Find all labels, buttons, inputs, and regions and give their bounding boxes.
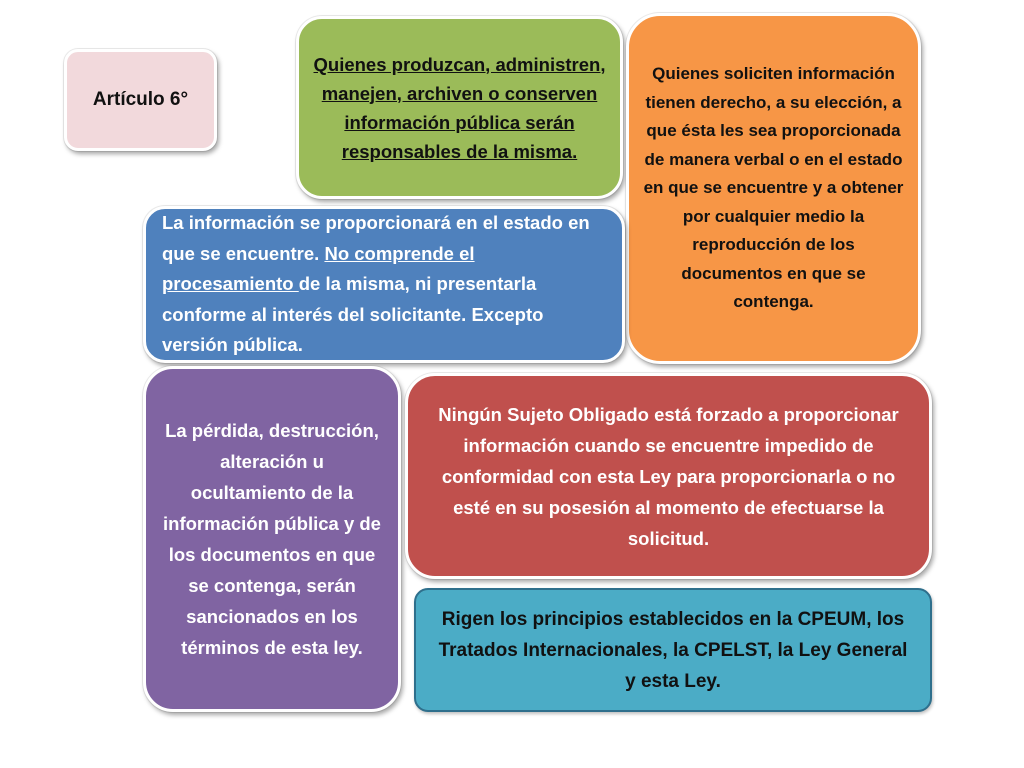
estado-informacion-text-after: de la misma, ni presentarla conforme al interés del solicitante. Excepto versión pública. [162, 273, 544, 356]
derecho-solicitantes-box [626, 13, 921, 364]
sanciones-box [143, 366, 401, 712]
principios-text: Rigen los principios establecidos en la CPEUM, los Tratados Internacionales, la CPELST, la Ley General y esta Ley. [438, 608, 908, 692]
sujeto-obligado-box [405, 373, 932, 579]
estado-informacion-box [143, 206, 625, 363]
derecho-solicitantes-text: Quienes soliciten información tienen derecho, a su elección, a que ésta les sea proporcionada de manera verbal o en el estado en que se encuentre y a obtener por cualquier medio la reproducción de los documentos en que se contenga. [643, 64, 904, 312]
responsables-box [296, 16, 623, 199]
sujeto-obligado-text: Ningún Sujeto Obligado está forzado a proporcionar información cuando se encuentre impedido de conformidad con esta Ley para proporcionarla o no esté en su posesión al momento de efectuarse la solicitud. [438, 403, 899, 549]
sanciones-text: La pérdida, destrucción, alteración u ocultamiento de la información pública y de los documentos en que se contenga, serán sancionados en los términos de esta ley. [163, 420, 381, 658]
estado-informacion-text-before: La información se proporcionará en el estado en que se encuentre. [162, 212, 590, 264]
estado-informacion-text-underlined: No comprende el procesamiento [162, 242, 475, 295]
responsables-text: Quienes produzcan, administren, manejen, archiven o conserven información pública serán responsables de la misma. [313, 53, 606, 162]
estado-informacion-text [162, 208, 606, 361]
articulo-box [64, 49, 217, 151]
articulo-text: Artículo 6° [92, 89, 189, 110]
principios-box [414, 588, 932, 712]
